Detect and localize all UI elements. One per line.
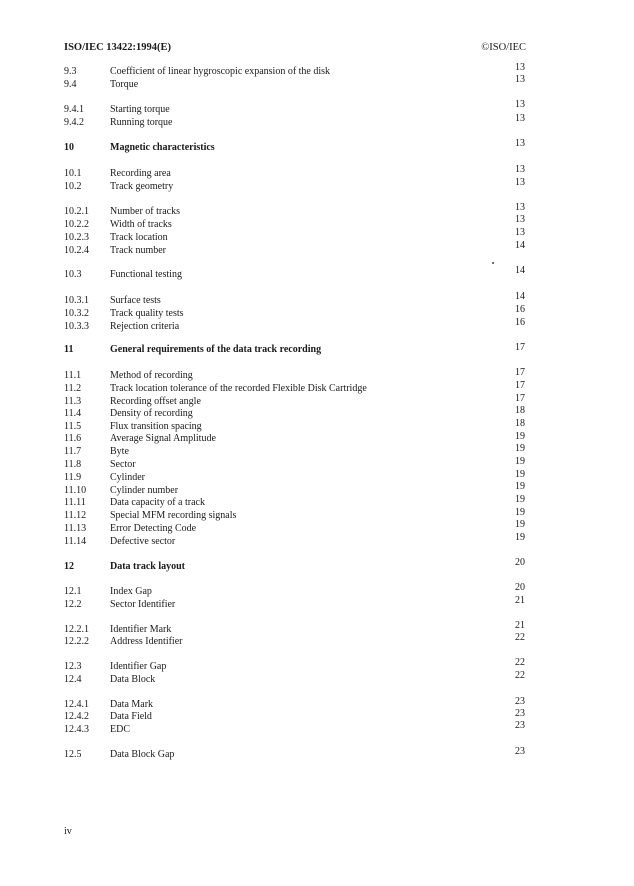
toc-entry-number: 11.5 xyxy=(64,421,82,432)
toc-entry-title: Byte xyxy=(110,446,129,457)
toc-entry-number: 12.4.2 xyxy=(64,711,89,722)
toc-entry-page: 21 xyxy=(515,595,525,606)
toc-entry-number: 11.4 xyxy=(64,408,82,419)
toc-entry-page: 19 xyxy=(515,443,525,454)
copyright-mark: ©ISO/IEC xyxy=(481,42,526,53)
toc-entry-title: Recording area xyxy=(110,168,171,179)
toc-entry-page: 20 xyxy=(515,557,525,568)
toc-entry-title: Number of tracks xyxy=(110,206,180,217)
toc-entry-title: Rejection criteria xyxy=(110,321,180,332)
toc-entry-title: Starting torque xyxy=(110,104,170,115)
toc-entry-number: 9.4.2 xyxy=(64,117,84,128)
toc-entry-page: 22 xyxy=(515,657,525,668)
toc-entry-number: 12.2.2 xyxy=(64,636,89,647)
toc-entry-title: Flux transition spacing xyxy=(110,421,202,432)
toc-entry-number: 11.1 xyxy=(64,370,82,381)
toc-entry-title: Address Identifier xyxy=(110,636,183,647)
toc-entry-title: Track location tolerance of the recorded Flexible Disk Cartridge xyxy=(110,383,367,394)
toc-entry-title: Index Gap xyxy=(110,586,152,597)
toc-entry-title: Defective sector xyxy=(110,536,176,547)
toc-entry-page: 19 xyxy=(515,507,525,518)
toc-entry-page: 17 xyxy=(515,342,525,353)
toc-entry-page: 20 xyxy=(515,582,525,593)
toc-entry-page: 13 xyxy=(515,202,525,213)
toc-entry-page: 19 xyxy=(515,456,525,467)
toc-entry-number: 12 xyxy=(64,561,74,572)
toc-entry-title: Data Block xyxy=(110,674,156,685)
toc-entry-title: Cylinder xyxy=(110,472,145,483)
toc-entry-page: 13 xyxy=(515,214,525,225)
toc-entry-page: 13 xyxy=(515,113,525,124)
toc-entry-number: 10.2.2 xyxy=(64,219,89,230)
toc-entry-page: 17 xyxy=(515,393,525,404)
toc-entry-page: 14 xyxy=(515,265,525,276)
toc-entry-title: Density of recording xyxy=(110,408,193,419)
toc-entry-number: 12.4.1 xyxy=(64,699,89,710)
toc-entry-title: Data track layout xyxy=(110,561,185,572)
toc-entry-page: 23 xyxy=(515,746,525,757)
toc-entry-number: 12.2 xyxy=(64,599,82,610)
toc-entry-title: Special MFM recording signals xyxy=(110,510,237,521)
toc-entry-number: 11.3 xyxy=(64,396,82,407)
toc-entry-title: Sector xyxy=(110,459,136,470)
toc-entry-number: 11.11 xyxy=(64,497,86,508)
toc-entry-page: 13 xyxy=(515,62,525,73)
toc-entry-page: 16 xyxy=(515,317,525,328)
toc-entry-number: 11.7 xyxy=(64,446,82,457)
toc-entry-number: 11.12 xyxy=(64,510,87,521)
toc-entry-number: 11.13 xyxy=(64,523,87,534)
toc-entry-page: 19 xyxy=(515,481,525,492)
toc-entry-number: 9.3 xyxy=(64,66,77,77)
toc-entry-number: 12.5 xyxy=(64,749,82,760)
toc-entry-number: 10.2 xyxy=(64,181,82,192)
toc-entry-number: 10.3.3 xyxy=(64,321,89,332)
toc-entry-page: 19 xyxy=(515,494,525,505)
toc-entry-title: Method of recording xyxy=(110,370,193,381)
toc-entry-page: 16 xyxy=(515,304,525,315)
toc-entry-title: Track location xyxy=(110,232,168,243)
toc-entry-number: 10.3.2 xyxy=(64,308,89,319)
toc-entry-number: 11.2 xyxy=(64,383,82,394)
toc-entry-number: 11.9 xyxy=(64,472,82,483)
scan-speck xyxy=(492,262,494,264)
toc-entry-title: Track quality tests xyxy=(110,308,184,319)
toc-entry-page: 13 xyxy=(515,138,525,149)
toc-entry-number: 11 xyxy=(64,344,74,355)
toc-entry-page: 19 xyxy=(515,469,525,480)
toc-entry-number: 12.1 xyxy=(64,586,82,597)
toc-entry-title: Surface tests xyxy=(110,295,161,306)
toc-entry-number: 10.2.1 xyxy=(64,206,89,217)
toc-entry-number: 9.4 xyxy=(64,79,77,90)
toc-entry-title: General requirements of the data track recording xyxy=(110,344,322,355)
toc-entry-page: 21 xyxy=(515,620,525,631)
toc-entry-number: 11.8 xyxy=(64,459,82,470)
toc-entry-title: Torque xyxy=(110,79,139,90)
toc-entry-title: Average Signal Amplitude xyxy=(110,433,216,444)
toc-entry-page: 13 xyxy=(515,227,525,238)
toc-entry-page: 19 xyxy=(515,431,525,442)
toc-entry-title: Recording offset angle xyxy=(110,396,201,407)
toc-entry-page: 14 xyxy=(515,240,525,251)
toc-entry-page: 23 xyxy=(515,696,525,707)
toc-entry-title: Sector Identifier xyxy=(110,599,176,610)
toc-entry-title: Data capacity of a track xyxy=(110,497,205,508)
toc-entry-number: 10.1 xyxy=(64,168,82,179)
toc-entry-page: 14 xyxy=(515,291,525,302)
toc-entry-title: Error Detecting Code xyxy=(110,523,197,534)
toc-entry-number: 11.10 xyxy=(64,485,87,496)
toc-entry-title: EDC xyxy=(110,724,130,735)
toc-entry-title: Coefficient of linear hygroscopic expansion of the disk xyxy=(110,66,331,77)
toc-entry-page: 23 xyxy=(515,708,525,719)
toc-entry-page: 19 xyxy=(515,532,525,543)
toc-entry-number: 12.4 xyxy=(64,674,82,685)
toc-entry-title: Running torque xyxy=(110,117,173,128)
toc-entry-title: Magnetic characteristics xyxy=(110,142,215,153)
toc-entry-number: 10.2.3 xyxy=(64,232,89,243)
toc-entry-title: Cylinder number xyxy=(110,485,179,496)
toc-entry-number: 11.6 xyxy=(64,433,82,444)
toc-entry-number: 12.2.1 xyxy=(64,624,89,635)
toc-entry-page: 18 xyxy=(515,418,525,429)
toc-entry-page: 17 xyxy=(515,367,525,378)
toc-entry-page: 17 xyxy=(515,380,525,391)
toc-entry-number: 12.4.3 xyxy=(64,724,89,735)
toc-entry-title: Identifier Mark xyxy=(110,624,172,635)
toc-entry-number: 9.4.1 xyxy=(64,104,84,115)
toc-entry-title: Data Block Gap xyxy=(110,749,175,760)
toc-entry-number: 10.2.4 xyxy=(64,245,89,256)
toc-entry-page: 13 xyxy=(515,177,525,188)
toc-entry-page: 23 xyxy=(515,720,525,731)
toc-entry-title: Identifier Gap xyxy=(110,661,167,672)
toc-entry-page: 13 xyxy=(515,99,525,110)
toc-entry-page: 19 xyxy=(515,519,525,530)
toc-entry-page: 18 xyxy=(515,405,525,416)
toc-entry-title: Data Mark xyxy=(110,699,154,710)
toc-entry-number: 10 xyxy=(64,142,74,153)
toc-entry-title: Width of tracks xyxy=(110,219,172,230)
toc-entry-page: 13 xyxy=(515,164,525,175)
toc-entry-number: 12.3 xyxy=(64,661,82,672)
toc-entry-page: 22 xyxy=(515,632,525,643)
toc-entry-title: Data Field xyxy=(110,711,152,722)
toc-entry-number: 11.14 xyxy=(64,536,87,547)
page-number: iv xyxy=(64,826,72,837)
toc-entry-number: 10.3.1 xyxy=(64,295,89,306)
toc-entry-page: 22 xyxy=(515,670,525,681)
document-id: ISO/IEC 13422:1994(E) xyxy=(64,42,172,53)
toc-entry-title: Functional testing xyxy=(110,269,182,280)
toc-entry-title: Track number xyxy=(110,245,167,256)
toc-entry-page: 13 xyxy=(515,74,525,85)
toc-entry-number: 10.3 xyxy=(64,269,82,280)
toc-entry-title: Track geometry xyxy=(110,181,174,192)
